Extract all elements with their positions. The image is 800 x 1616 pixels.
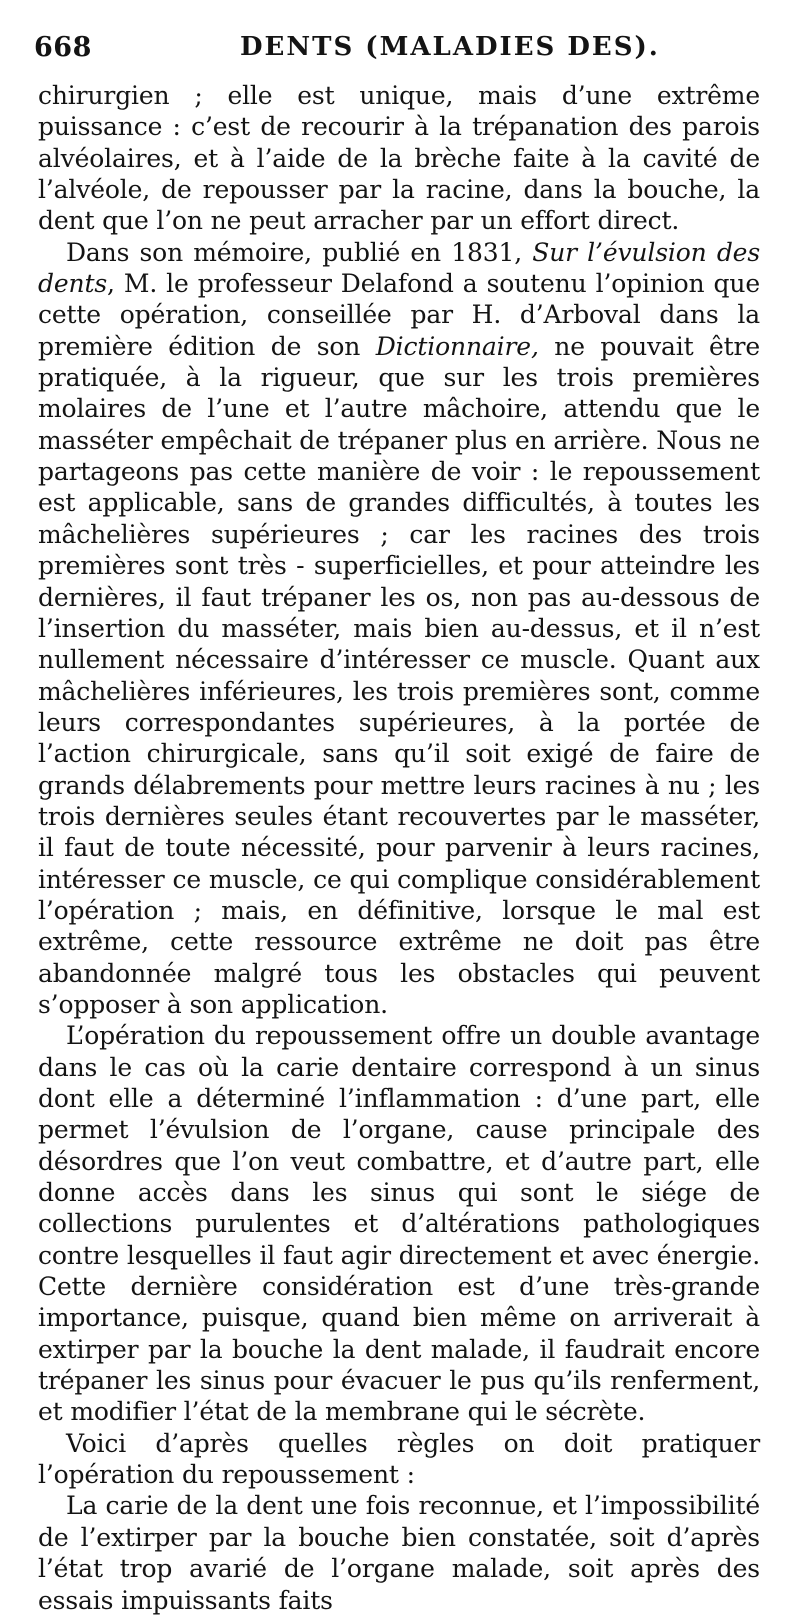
text-run: Voici d’après quelles règles on doit pratiquer l’opération du repoussement : [38, 1428, 760, 1490]
paragraph [38, 1428, 760, 1491]
paragraph [38, 1490, 760, 1615]
italic-title-run: Dictionnaire, [375, 331, 539, 361]
text-run: chirurgien ; elle est unique, mais d’une extrême puissance : c’est de recourir à la trépanation des parois alvéolaires, et à l’aide de la brèche faite à la cavité de l’alvéole, de repousser par la racine, dans la bouche, la dent que l’on ne peut arracher par un effort direct. [38, 81, 760, 236]
paragraph [38, 237, 760, 1021]
text-run: L’opération du repoussement offre un double avantage dans le cas où la carie dentaire correspond à un sinus dont elle a déterminé l’inflammation : d’une part, elle permet l’évulsion de l’organe, cause principale des désordres que l’on veut combattre, et d’autre part, elle donne accès dans les sinus qui sont le siége de collections purulentes et d’altérations pathologiques contre lesquelles il faut agir directement et avec énergie. Cette dernière considération est d’une très-grande importance, puisque, quand bien même on arriverait à extirper par la bouche la dent malade, il faudrait encore trépaner les sinus pour évacuer le pus qu’ils renferment, et modifier l’état de la membrane qui le sécrète. [38, 1021, 760, 1427]
running-head: DENTS (MALADIES DES). [240, 32, 660, 62]
page-number: 668 [34, 32, 92, 63]
paragraph [38, 1020, 760, 1427]
italic-title-run: Sur l’évulsion des dents [38, 237, 760, 299]
text-run: , M. le professeur Delafond a soutenu l’opinion que cette opération, conseillée par H. d’Arboval dans la première édition de son [38, 269, 760, 361]
text-run: La carie de la dent une fois reconnue, et l’impossibilité de l’extirper par la bouche bien constatée, soit d’après l’état trop avarié de l’organe malade, soit après des essais impuissants faits [38, 1491, 760, 1615]
page-header [34, 28, 764, 68]
text-run: Dans son mémoire, publié en 1831, [66, 237, 533, 267]
text-run: ne pouvait être pratiquée, à la rigueur, que sur les trois premières molaires de l’une et l’autre mâchoire, attendu que le masséter empêchait de trépaner plus en arrière. Nous ne partageons pas cette manière de voir : le repoussement est applicable, sans de grandes difficultés, à toutes les mâchelières supérieures ; car les racines des trois premières sont très - superficielles, et pour atteindre les dernières, il faut trépaner les os, non pas au-dessous de l’insertion du masséter, mais bien au-dessus, et il n’est nullement nécessaire d’intéresser ce muscle. Quant aux mâchelières inférieures, les trois premières sont, comme leurs correspondantes supérieures, à la portée de l’action chirurgicale, sans qu’il soit exigé de faire de grands délabrements pour mettre leurs racines à nu ; les trois dernières seules étant recouvertes par le masséter, il faut de toute nécessité, pour parvenir à leurs racines, intéresser ce muscle, ce qui complique considérablement l’opération ; mais, en définitive, lorsque le mal est extrême, cette ressource extrême ne doit pas être abandonnée malgré tous les obstacles qui peuvent s’opposer à son application. [38, 331, 761, 1019]
body-text [38, 80, 760, 1616]
paragraph [38, 80, 760, 237]
